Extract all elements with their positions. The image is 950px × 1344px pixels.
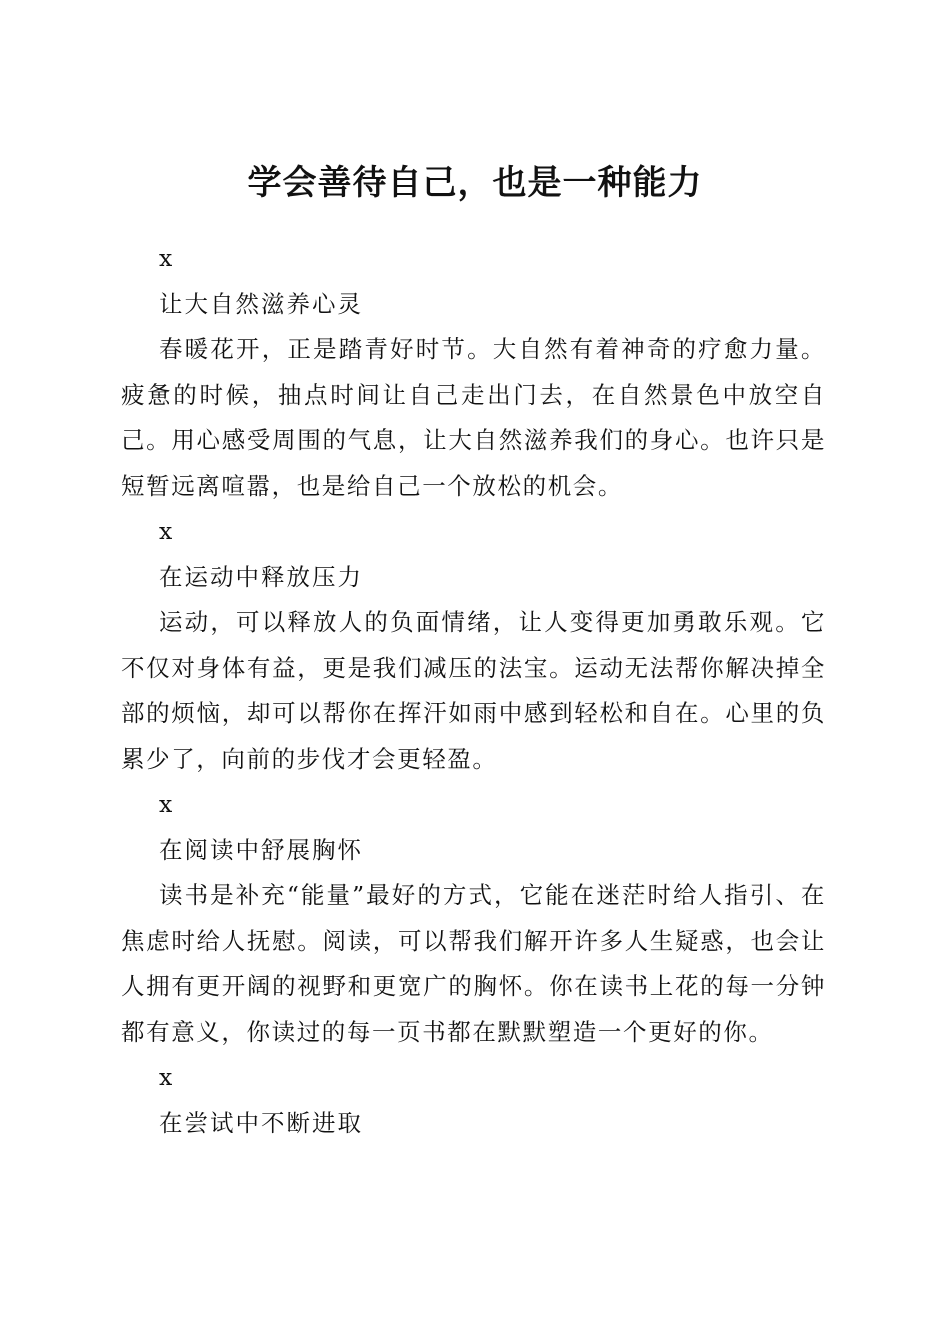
section-paragraph: 读书是补充“能量”最好的方式，它能在迷茫时给人指引、在焦虑时给人抚慰。阅读，可以帮我们解开许多人生疑惑，也会让人拥有更开阔的视野和更宽广的胸怀。你在读书上花的每一分钟都有意义，你读过的每一页书都在默默塑造一个更好的你。	[121, 881, 826, 1046]
section-heading: 让大自然滋养心灵	[159, 289, 363, 318]
section-heading: 在阅读中舒展胸怀	[159, 835, 363, 864]
section-nature	[121, 236, 826, 509]
section-marker: x	[159, 1063, 175, 1091]
section-paragraph: 春暖花开，正是踏青好时节。大自然有着神奇的疗愈力量。疲惫的时候，抽点时间让自己走出门去，在自然景色中放空自己。用心感受周围的气息，让大自然滋养我们的身心。也许只是短暂远离喧嚣，也是给自己一个放松的机会。	[121, 335, 826, 500]
section-trying	[121, 1055, 826, 1146]
section-paragraph: 运动，可以释放人的负面情绪，让人变得更加勇敢乐观。它不仅对身体有益，更是我们减压的法宝。运动无法帮你解决掉全部的烦恼，却可以帮你在挥汗如雨中感到轻松和自在。心里的负累少了，向前的步伐才会更轻盈。	[121, 608, 826, 773]
section-heading: 在运动中释放压力	[159, 562, 363, 591]
section-heading: 在尝试中不断进取	[159, 1108, 363, 1137]
section-exercise	[121, 509, 826, 782]
document-title: 学会善待自己，也是一种能力	[247, 162, 703, 203]
document-body	[121, 236, 826, 1146]
section-marker: x	[159, 517, 175, 545]
section-marker: x	[159, 244, 175, 272]
section-reading	[121, 782, 826, 1055]
section-marker: x	[159, 790, 175, 818]
